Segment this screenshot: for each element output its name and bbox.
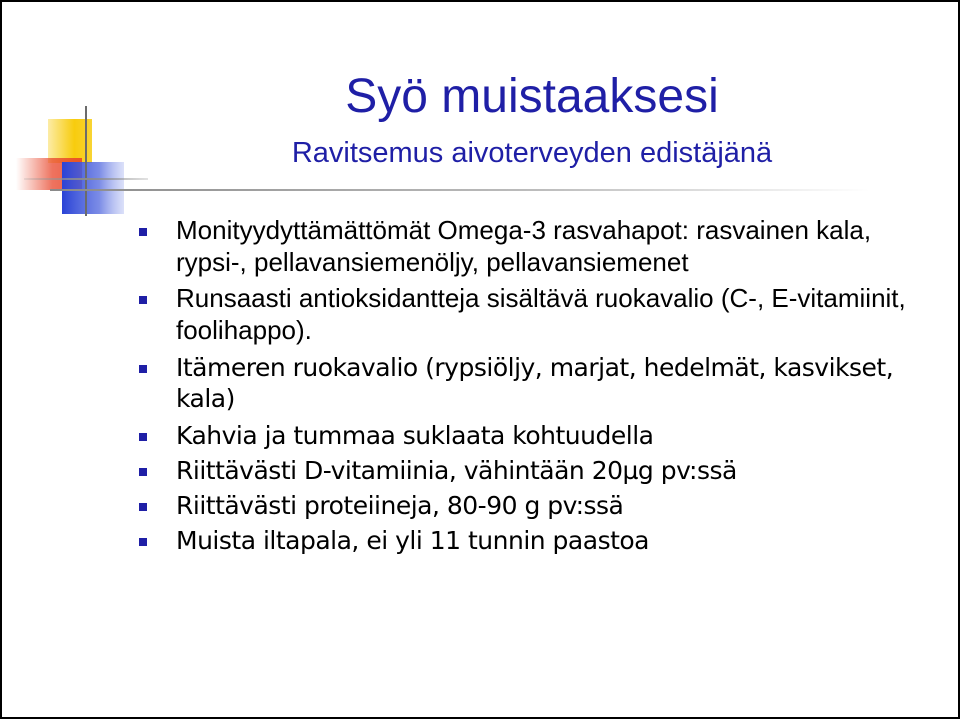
bullet-list [138,214,938,556]
title-divider [50,189,870,191]
list-item [138,352,938,414]
square-bullet-icon [139,365,147,373]
bullet-text: Runsaasti antioksidantteja sisältävä ruokavalio (C-, E-vitamiinit, foolihappo). [176,283,906,345]
square-bullet-icon [139,433,147,441]
bullet-text: Kahvia ja tummaa suklaata kohtuudella [176,421,654,450]
square-bullet-icon [139,538,147,546]
slide-title: Syö muistaaksesi [345,70,719,123]
slide-subtitle: Ravitsemus aivoterveyden edistäjänä [291,137,773,169]
bullet-text: Muista iltapala, ei yli 11 tunnin paastoa [176,526,650,555]
list-item [138,282,938,346]
logo-horizontal-line [24,178,148,180]
square-bullet-icon [139,468,147,476]
bullet-text: Monityydyttämättömät Omega-3 rasvahapot: rasvainen kala, rypsi-, pellavansiemenöljy, pellavansiemenet [176,215,872,277]
list-item [138,455,938,486]
list-item [138,490,938,521]
square-bullet-icon [139,228,147,236]
bullet-text: Riittävästi proteiineja, 80-90 g pv:ssä [176,491,624,520]
list-item [138,525,938,556]
bullet-text: Itämeren ruokavalio (rypsiöljy, marjat, hedelmät, kasvikset, kala) [176,353,894,413]
list-item [138,214,938,278]
bullet-text: Riittävästi D-vitamiinia, vähintään 20µg pv:ssä [176,456,737,485]
list-item [138,420,938,451]
square-bullet-icon [139,503,147,511]
square-bullet-icon [139,296,147,304]
